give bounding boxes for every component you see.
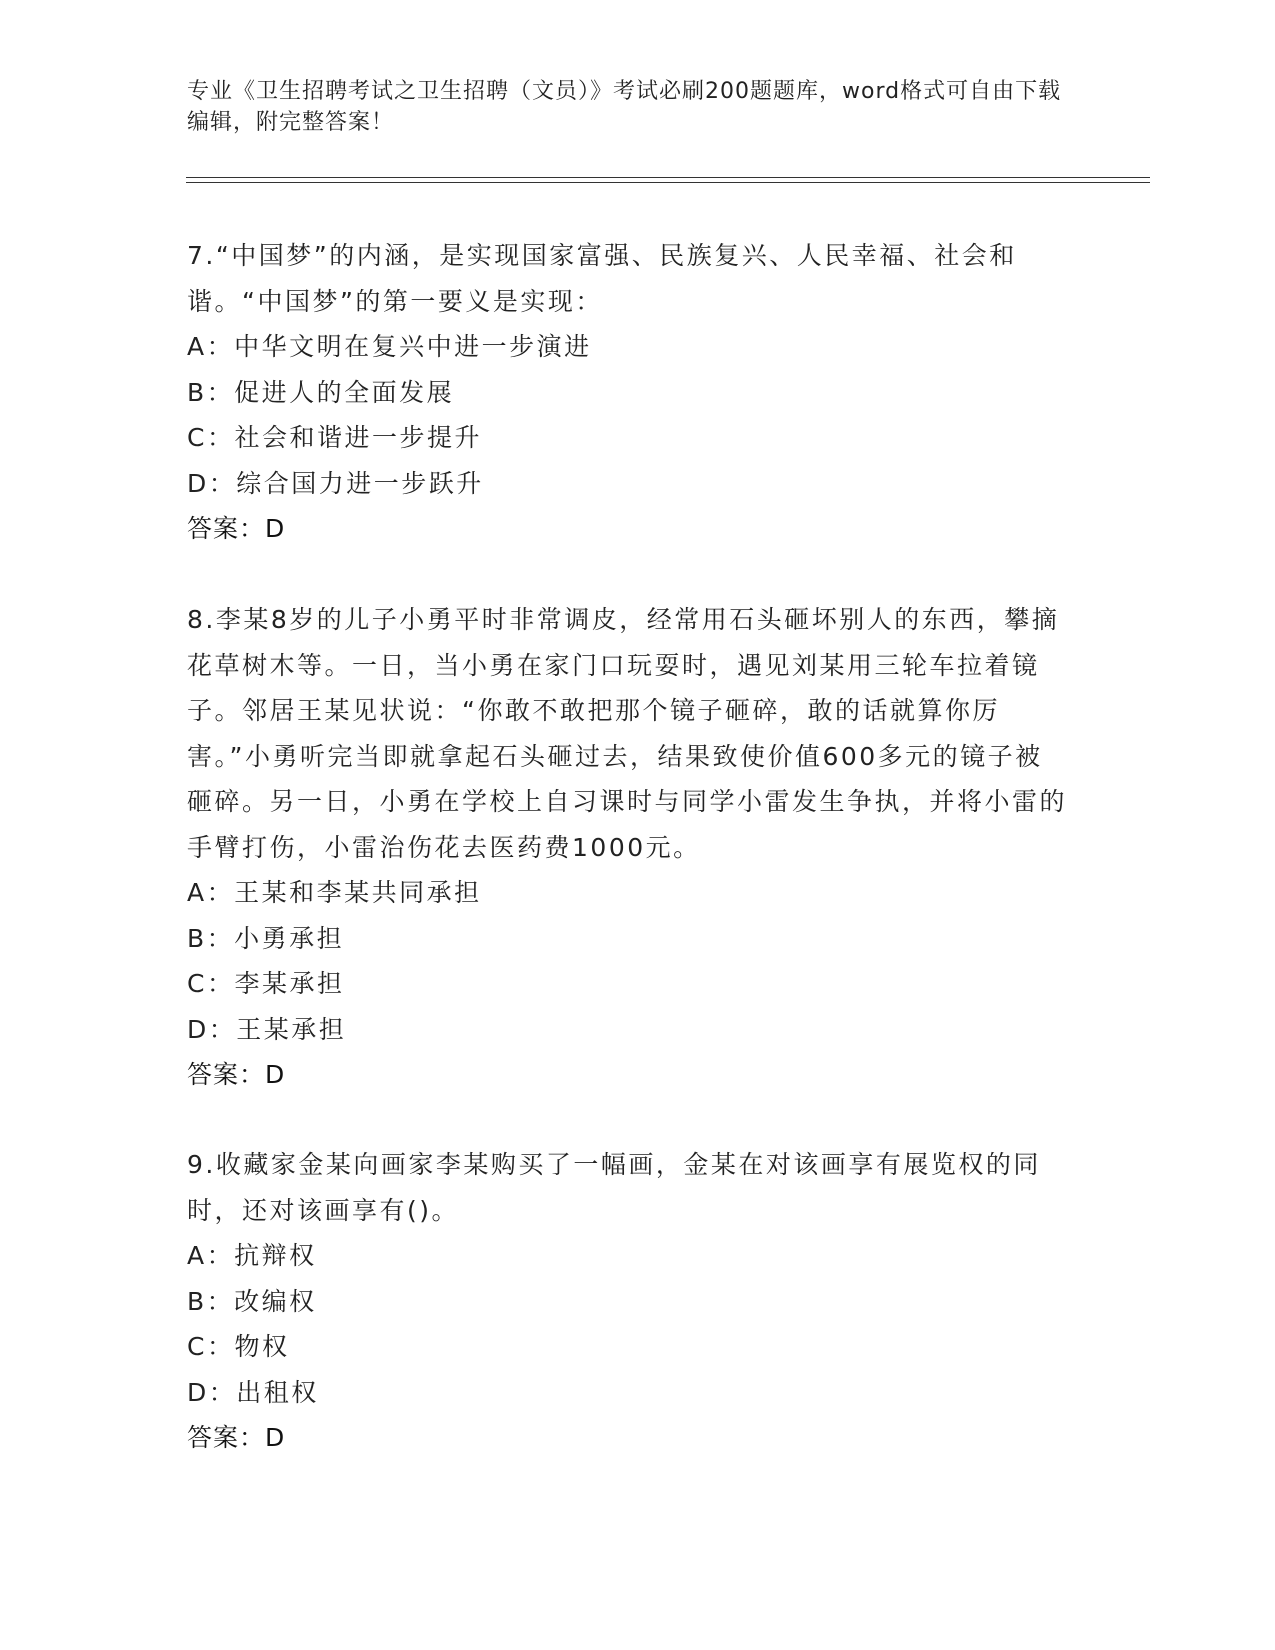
option-b: B：小勇承担 — [187, 923, 345, 953]
answer-line: 答案：D — [187, 1060, 286, 1089]
question-block — [187, 597, 1067, 1098]
question-block — [187, 233, 1067, 552]
question-stem: 8.李某8岁的儿子小勇平时非常调皮，经常用石头砸坏别人的东西，攀摘花草树木等。一日，当小勇在家门口玩耍时，遇见刘某用三轮车拉着镜子。邻居王某见状说：“你敢不敢把那个镜子砸碎，敢的话就算你厉害。”小勇听完当即就拿起石头砸过去，结果致使价值600多元的镜子被砸碎。另一日，小勇在学校上自习课时与同学小雷发生争执，并将小雷的手臂打伤，小雷治伤花去医药费1000元。 — [187, 605, 1068, 862]
option-a: A：王某和李某共同承担 — [187, 878, 482, 907]
option-a: A：抗辩权 — [187, 1241, 317, 1270]
answer-line: 答案：D — [187, 514, 286, 543]
option-b: B：促进人的全面发展 — [187, 377, 455, 407]
option-d: D：综合国力进一步跃升 — [187, 468, 484, 498]
option-c: C：社会和谐进一步提升 — [187, 423, 482, 452]
option-d: D：王某承担 — [187, 1014, 347, 1044]
option-c: C：李某承担 — [187, 969, 345, 998]
option-b: B：改编权 — [187, 1286, 317, 1316]
option-c: C：物权 — [187, 1332, 290, 1361]
question-stem: 9.收藏家金某向画家李某购买了一幅画，金某在对该画享有展览权的同时，还对该画享有()。 — [187, 1150, 1041, 1225]
option-a: A：中华文明在复兴中进一步演进 — [187, 332, 592, 361]
header-divider-bottom — [186, 182, 1150, 183]
question-block — [187, 1142, 1067, 1461]
answer-line: 答案：D — [187, 1423, 286, 1452]
question-stem: 7.“中国梦”的内涵，是实现国家富强、民族复兴、人民幸福、社会和谐。“中国梦”的第一要义是实现： — [187, 241, 1017, 316]
header-divider-top — [186, 177, 1150, 178]
option-d: D：出租权 — [187, 1377, 319, 1407]
document-header: 专业《卫生招聘考试之卫生招聘（文员）》考试必刷200题题库，word格式可自由下载编辑，附完整答案！ — [187, 79, 1062, 135]
